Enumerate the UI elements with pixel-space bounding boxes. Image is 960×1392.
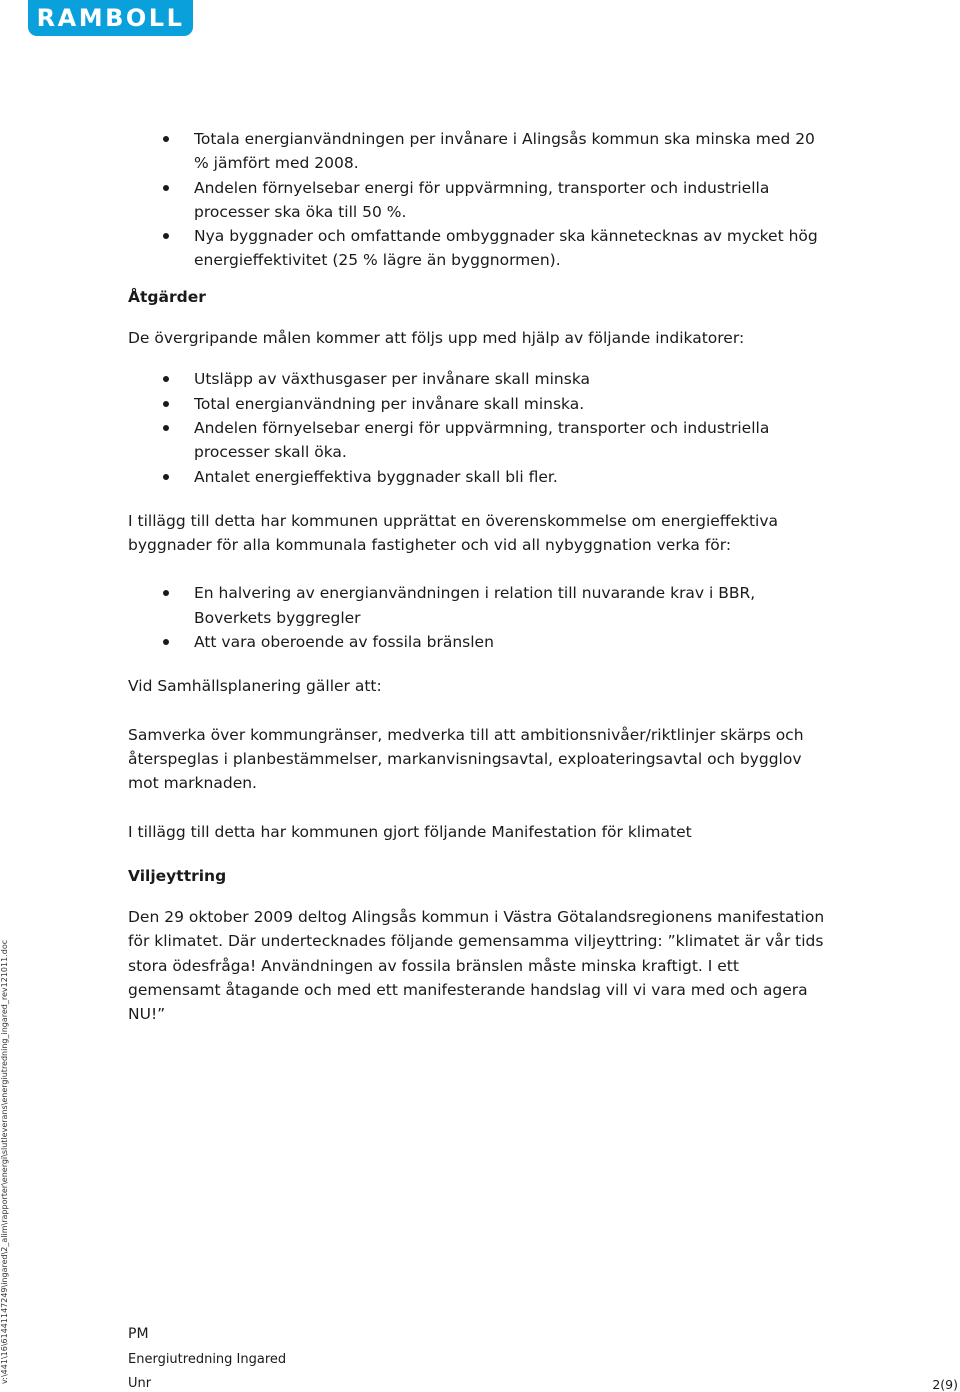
indicator-list — [128, 367, 828, 488]
list-item: Utsläpp av växthusgaser per invånare skall minska — [128, 367, 828, 391]
list-item: Nya byggnader och omfattande ombyggnader ska kännetecknas av mycket hög energieffektivitet (25 % lägre än byggnormen). — [128, 224, 828, 273]
page-number: 2(9) — [932, 1377, 958, 1392]
list-item: Total energianvändning per invånare skall minska. — [128, 392, 828, 416]
footer-pm: PM — [128, 1326, 149, 1342]
paragraph-planning: Vid Samhällsplanering gäller att: — [128, 677, 382, 696]
paragraph-indicators-intro: De övergripande målen kommer att följs upp med hjälp av följande indikatorer: — [128, 329, 745, 348]
agreement-list — [128, 581, 828, 654]
file-path-sidebar: v:\441\16\61441147249\ingared\2_alim\rapporter\energi\slutleverans\energiutredning_ingared_rev121011.doc — [0, 939, 9, 1384]
paragraph-cooperation: Samverka över kommungränser, medverka till att ambitionsnivåer/riktlinjer skärps och återspeglas i planbestämmelser, markanvisningsavtal, exploateringsavtal och bygglov mot marknaden. — [128, 725, 804, 793]
ramboll-logo — [28, 0, 193, 36]
paragraph-agreement: I tillägg till detta har kommunen upprättat en överenskommelse om energieffektiva byggnader för alla kommunala fastigheter och vid all nybyggnation verka för: — [128, 511, 779, 555]
logo-text: RAMBOLL — [36, 4, 185, 32]
section-heading-viljeyttring: Viljeyttring — [128, 866, 227, 885]
list-item: Att vara oberoende av fossila bränslen — [128, 630, 828, 654]
document-body — [128, 127, 828, 1027]
list-item: Andelen förnyelsebar energi för uppvärmning, transporter och industriella processer skall öka. — [128, 416, 828, 465]
list-item: Andelen förnyelsebar energi för uppvärmning, transporter och industriella processer ska öka till 50 %. — [128, 176, 828, 225]
paragraph-viljeyttring: Den 29 oktober 2009 deltog Alingsås kommun i Västra Götalandsregionens manifestation för klimatet. Där undertecknades följande gemensamma viljeyttring: ”klimatet är vår tids stora ödesfråga! Användningen av fossila bränslen måste minska kraftigt. I ett gemensamt åtagande och med ett manifesterande handslag vill vi vara med och agera NU!” — [128, 908, 825, 1024]
list-item: En halvering av energianvändningen i relation till nuvarande krav i BBR, Boverkets byggregler — [128, 581, 828, 630]
footer-unr: Unr — [128, 1376, 152, 1391]
list-item: Totala energianvändningen per invånare i Alingsås kommun ska minska med 20 % jämfört med 2008. — [128, 127, 828, 176]
footer-title: Energiutredning Ingared — [128, 1352, 287, 1367]
goals-list — [128, 127, 828, 273]
list-item: Antalet energieffektiva byggnader skall bli fler. — [128, 465, 828, 489]
section-heading-atgarder: Åtgärder — [128, 287, 206, 306]
paragraph-manifest: I tillägg till detta har kommunen gjort följande Manifestation för klimatet — [128, 822, 692, 841]
